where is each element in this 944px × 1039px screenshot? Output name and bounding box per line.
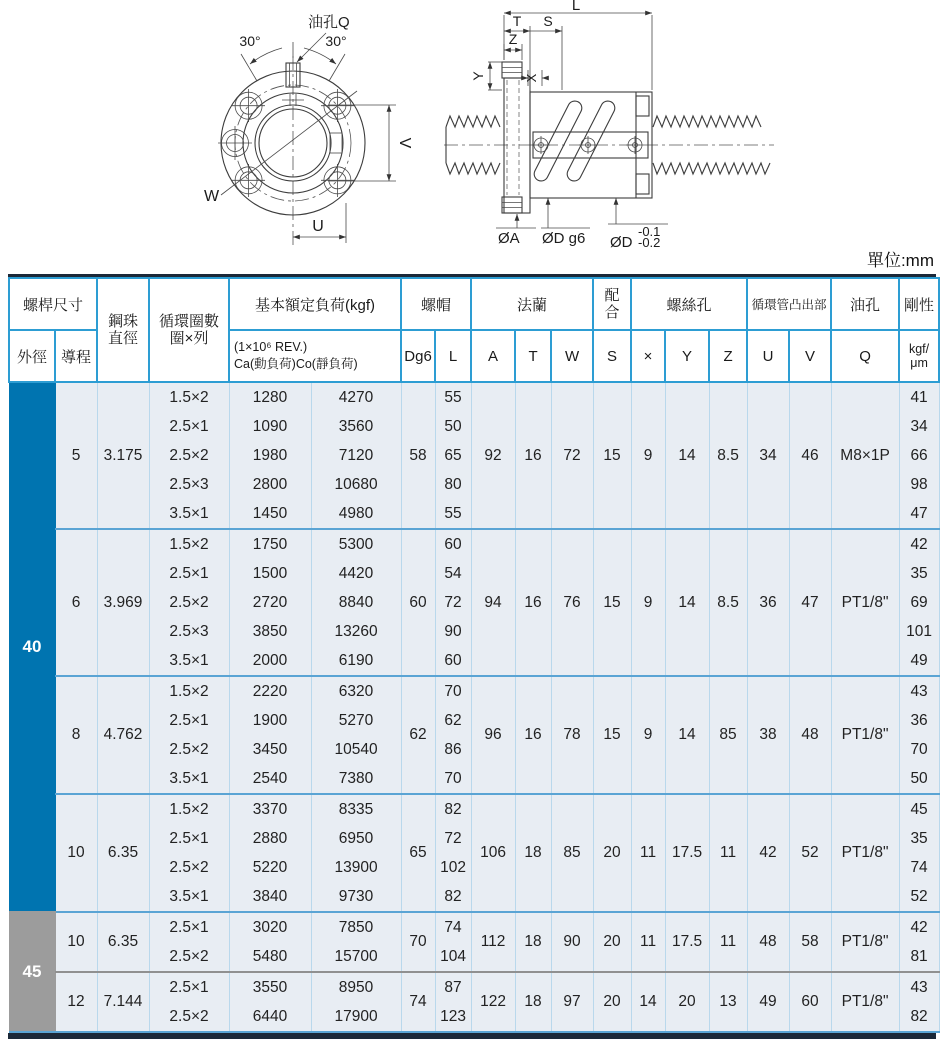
circuit-cell: 3.5×1 bbox=[149, 646, 229, 676]
static-load-cell: 3560 bbox=[311, 412, 401, 441]
nut-length-cell: 70 bbox=[435, 764, 471, 794]
spec-table bbox=[8, 277, 940, 1033]
u-cell: 42 bbox=[747, 794, 789, 912]
circuit-cell: 2.5×2 bbox=[149, 942, 229, 972]
dynamic-load-cell: 3450 bbox=[229, 735, 311, 764]
table-row bbox=[9, 529, 939, 559]
lead-cell: 8 bbox=[55, 676, 97, 794]
dim-angle-left-label: 30° bbox=[239, 33, 261, 49]
w-cell: 72 bbox=[551, 382, 593, 529]
q-cell: PT1/8" bbox=[831, 912, 899, 972]
w-cell: 90 bbox=[551, 912, 593, 972]
dynamic-load-cell: 3370 bbox=[229, 794, 311, 824]
header-v: V bbox=[789, 330, 831, 382]
ball-dia-cell: 3.969 bbox=[97, 529, 149, 676]
t-cell: 16 bbox=[515, 382, 551, 529]
u-cell: 48 bbox=[747, 912, 789, 972]
nut-length-cell: 72 bbox=[435, 824, 471, 853]
header-nut-l: L bbox=[435, 330, 471, 382]
static-load-cell: 6190 bbox=[311, 646, 401, 676]
nut-length-cell: 65 bbox=[435, 441, 471, 470]
a-cell: 96 bbox=[471, 676, 515, 794]
u-cell: 49 bbox=[747, 972, 789, 1032]
circuit-cell: 2.5×1 bbox=[149, 912, 229, 942]
x-cell: 11 bbox=[631, 794, 665, 912]
static-load-cell: 10540 bbox=[311, 735, 401, 764]
table-row bbox=[9, 972, 939, 1002]
circuit-cell: 2.5×2 bbox=[149, 588, 229, 617]
dim-z-label: Z bbox=[508, 31, 518, 47]
static-load-cell: 7850 bbox=[311, 912, 401, 942]
nut-length-cell: 70 bbox=[435, 676, 471, 706]
static-load-cell: 8950 bbox=[311, 972, 401, 1002]
table-row bbox=[9, 382, 939, 412]
dynamic-load-cell: 1500 bbox=[229, 559, 311, 588]
nut-length-cell: 60 bbox=[435, 529, 471, 559]
z-cell: 85 bbox=[709, 676, 747, 794]
q-cell: PT1/8" bbox=[831, 972, 899, 1032]
dynamic-load-cell: 2000 bbox=[229, 646, 311, 676]
nut-length-cell: 90 bbox=[435, 617, 471, 646]
header-z: Z bbox=[709, 330, 747, 382]
t-cell: 18 bbox=[515, 972, 551, 1032]
header-rigidity-unit: kgf/ μm bbox=[899, 330, 939, 382]
header-nut: 螺帽 bbox=[401, 278, 471, 330]
a-cell: 112 bbox=[471, 912, 515, 972]
static-load-cell: 15700 bbox=[311, 942, 401, 972]
header-dg6: Dg6 bbox=[401, 330, 435, 382]
spec-table-container bbox=[8, 274, 936, 1039]
circuit-cell: 1.5×2 bbox=[149, 794, 229, 824]
lead-cell: 12 bbox=[55, 972, 97, 1032]
v-cell: 60 bbox=[789, 972, 831, 1032]
dynamic-load-cell: 3840 bbox=[229, 882, 311, 912]
static-load-cell: 5300 bbox=[311, 529, 401, 559]
header-oil-hole: 油孔 bbox=[831, 278, 899, 330]
dynamic-load-cell: 5480 bbox=[229, 942, 311, 972]
circuit-cell: 2.5×2 bbox=[149, 735, 229, 764]
dynamic-load-cell: 5220 bbox=[229, 853, 311, 882]
nut-body bbox=[530, 92, 652, 198]
nut-length-cell: 87 bbox=[435, 972, 471, 1002]
dim-u-label: U bbox=[312, 218, 324, 235]
y-cell: 20 bbox=[665, 972, 709, 1032]
header-load-sub: (1×10⁶ REV.) Ca(動負荷)Co(靜負荷) bbox=[229, 330, 401, 382]
circuit-cell: 2.5×1 bbox=[149, 559, 229, 588]
a-cell: 94 bbox=[471, 529, 515, 676]
rigidity-cell: 36 bbox=[899, 706, 939, 735]
a-cell: 106 bbox=[471, 794, 515, 912]
header-screw-holes: 螺絲孔 bbox=[631, 278, 747, 330]
flange-front-view-drawing bbox=[178, 0, 440, 250]
circuit-cell: 2.5×2 bbox=[149, 853, 229, 882]
nut-length-cell: 80 bbox=[435, 470, 471, 499]
ball-dia-cell: 4.762 bbox=[97, 676, 149, 794]
nut-length-cell: 55 bbox=[435, 382, 471, 412]
a-cell: 92 bbox=[471, 382, 515, 529]
rigidity-cell: 35 bbox=[899, 559, 939, 588]
dynamic-load-cell: 2880 bbox=[229, 824, 311, 853]
lead-cell: 5 bbox=[55, 382, 97, 529]
lead-cell: 6 bbox=[55, 529, 97, 676]
circuit-cell: 3.5×1 bbox=[149, 499, 229, 529]
nut-length-cell: 62 bbox=[435, 706, 471, 735]
static-load-cell: 4980 bbox=[311, 499, 401, 529]
v-cell: 52 bbox=[789, 794, 831, 912]
static-load-cell: 8840 bbox=[311, 588, 401, 617]
header-w: W bbox=[551, 330, 593, 382]
rigidity-cell: 47 bbox=[899, 499, 939, 529]
table-bottom-bar bbox=[8, 1033, 936, 1039]
nut-length-cell: 102 bbox=[435, 853, 471, 882]
t-cell: 18 bbox=[515, 794, 551, 912]
rigidity-cell: 35 bbox=[899, 824, 939, 853]
static-load-cell: 6950 bbox=[311, 824, 401, 853]
ball-dia-cell: 3.175 bbox=[97, 382, 149, 529]
circuit-cell: 1.5×2 bbox=[149, 382, 229, 412]
dia-a-label: ØA bbox=[498, 230, 520, 247]
dg6-cell: 74 bbox=[401, 972, 435, 1032]
rigidity-cell: 52 bbox=[899, 882, 939, 912]
nut-length-cell: 86 bbox=[435, 735, 471, 764]
circuit-cell: 2.5×1 bbox=[149, 412, 229, 441]
s-cell: 20 bbox=[593, 972, 631, 1032]
static-load-cell: 7380 bbox=[311, 764, 401, 794]
y-cell: 17.5 bbox=[665, 794, 709, 912]
w-cell: 85 bbox=[551, 794, 593, 912]
table-row bbox=[9, 912, 939, 942]
dg6-cell: 62 bbox=[401, 676, 435, 794]
header-flange: 法蘭 bbox=[471, 278, 593, 330]
v-cell: 46 bbox=[789, 382, 831, 529]
x-cell: 11 bbox=[631, 912, 665, 972]
flange-section bbox=[502, 62, 530, 213]
dynamic-load-cell: 1900 bbox=[229, 706, 311, 735]
rigidity-cell: 45 bbox=[899, 794, 939, 824]
dynamic-load-cell: 2540 bbox=[229, 764, 311, 794]
rigidity-cell: 42 bbox=[899, 529, 939, 559]
rigidity-cell: 34 bbox=[899, 412, 939, 441]
y-cell: 17.5 bbox=[665, 912, 709, 972]
table-header bbox=[9, 278, 939, 382]
x-cell: 9 bbox=[631, 382, 665, 529]
circuit-cell: 2.5×3 bbox=[149, 617, 229, 646]
static-load-cell: 8335 bbox=[311, 794, 401, 824]
w-cell: 97 bbox=[551, 972, 593, 1032]
rigidity-cell: 81 bbox=[899, 942, 939, 972]
static-load-cell: 13260 bbox=[311, 617, 401, 646]
t-cell: 16 bbox=[515, 529, 551, 676]
dynamic-load-cell: 1280 bbox=[229, 382, 311, 412]
rigidity-cell: 49 bbox=[899, 646, 939, 676]
static-load-cell: 4270 bbox=[311, 382, 401, 412]
ball-dia-cell: 7.144 bbox=[97, 972, 149, 1032]
v-cell: 48 bbox=[789, 676, 831, 794]
z-cell: 11 bbox=[709, 912, 747, 972]
rigidity-cell: 70 bbox=[899, 735, 939, 764]
rigidity-cell: 101 bbox=[899, 617, 939, 646]
dg6-cell: 65 bbox=[401, 794, 435, 912]
dynamic-load-cell: 3850 bbox=[229, 617, 311, 646]
circuit-cell: 2.5×3 bbox=[149, 470, 229, 499]
header-s: S bbox=[593, 330, 631, 382]
nut-length-cell: 82 bbox=[435, 794, 471, 824]
rigidity-cell: 42 bbox=[899, 912, 939, 942]
z-cell: 11 bbox=[709, 794, 747, 912]
static-load-cell: 10680 bbox=[311, 470, 401, 499]
v-cell: 58 bbox=[789, 912, 831, 972]
dim-y-label: Y bbox=[470, 71, 486, 81]
circuit-cell: 3.5×1 bbox=[149, 764, 229, 794]
unit-label: 單位:mm bbox=[866, 251, 934, 270]
circuit-cell: 2.5×1 bbox=[149, 706, 229, 735]
rigidity-cell: 69 bbox=[899, 588, 939, 617]
x-cell: 14 bbox=[631, 972, 665, 1032]
dynamic-load-cell: 6440 bbox=[229, 1002, 311, 1032]
lead-cell: 10 bbox=[55, 912, 97, 972]
dynamic-load-cell: 1750 bbox=[229, 529, 311, 559]
rigidity-cell: 74 bbox=[899, 853, 939, 882]
a-cell: 122 bbox=[471, 972, 515, 1032]
rigidity-cell: 41 bbox=[899, 382, 939, 412]
q-cell: PT1/8" bbox=[831, 529, 899, 676]
header-x: × bbox=[631, 330, 665, 382]
static-load-cell: 6320 bbox=[311, 676, 401, 706]
dia-d-tol-lower: -0.2 bbox=[638, 235, 661, 250]
nut-length-cell: 50 bbox=[435, 412, 471, 441]
y-cell: 14 bbox=[665, 529, 709, 676]
header-q: Q bbox=[831, 330, 899, 382]
nut-length-cell: 72 bbox=[435, 588, 471, 617]
header-load: 基本額定負荷(kgf) bbox=[229, 278, 401, 330]
static-load-cell: 5270 bbox=[311, 706, 401, 735]
q-cell: PT1/8" bbox=[831, 676, 899, 794]
dynamic-load-cell: 2220 bbox=[229, 676, 311, 706]
w-cell: 78 bbox=[551, 676, 593, 794]
header-tube-protrusion: 循環管凸出部 bbox=[747, 278, 831, 330]
z-cell: 13 bbox=[709, 972, 747, 1032]
dim-s-label: S bbox=[543, 13, 553, 29]
u-cell: 34 bbox=[747, 382, 789, 529]
nut-length-cell: 54 bbox=[435, 559, 471, 588]
circuit-cell: 2.5×2 bbox=[149, 1002, 229, 1032]
rigidity-cell: 66 bbox=[899, 441, 939, 470]
header-ball-dia: 鋼珠 直徑 bbox=[97, 278, 149, 382]
v-cell: 47 bbox=[789, 529, 831, 676]
w-cell: 76 bbox=[551, 529, 593, 676]
lead-cell: 10 bbox=[55, 794, 97, 912]
spec-table-body bbox=[9, 382, 939, 1032]
header-rigidity: 剛性 bbox=[899, 278, 939, 330]
dim-l-label: L bbox=[571, 0, 581, 14]
t-cell: 16 bbox=[515, 676, 551, 794]
y-cell: 14 bbox=[665, 382, 709, 529]
header-t: T bbox=[515, 330, 551, 382]
dynamic-load-cell: 1450 bbox=[229, 499, 311, 529]
header-u: U bbox=[747, 330, 789, 382]
nut-length-cell: 60 bbox=[435, 646, 471, 676]
table-row bbox=[9, 794, 939, 824]
nut-length-cell: 104 bbox=[435, 942, 471, 972]
dim-w-label: W bbox=[204, 188, 220, 205]
z-cell: 8.5 bbox=[709, 382, 747, 529]
nut-length-cell: 74 bbox=[435, 912, 471, 942]
q-cell: M8×1P bbox=[831, 382, 899, 529]
s-cell: 15 bbox=[593, 676, 631, 794]
s-cell: 20 bbox=[593, 794, 631, 912]
nut-length-cell: 55 bbox=[435, 499, 471, 529]
rigidity-cell: 50 bbox=[899, 764, 939, 794]
dim-angle-right-label: 30° bbox=[325, 33, 347, 49]
static-load-cell: 9730 bbox=[311, 882, 401, 912]
nut-side-view-drawing bbox=[438, 0, 780, 250]
header-y: Y bbox=[665, 330, 709, 382]
header-a: A bbox=[471, 330, 515, 382]
table-row bbox=[9, 676, 939, 706]
dg6-cell: 60 bbox=[401, 529, 435, 676]
dim-t-label: T bbox=[512, 13, 522, 29]
x-cell: 9 bbox=[631, 529, 665, 676]
header-outer-dia: 外徑 bbox=[9, 330, 55, 382]
t-cell: 18 bbox=[515, 912, 551, 972]
dynamic-load-cell: 3550 bbox=[229, 972, 311, 1002]
circuit-cell: 3.5×1 bbox=[149, 882, 229, 912]
dynamic-load-cell: 2720 bbox=[229, 588, 311, 617]
static-load-cell: 13900 bbox=[311, 853, 401, 882]
y-cell: 14 bbox=[665, 676, 709, 794]
rigidity-cell: 82 bbox=[899, 1002, 939, 1032]
nut-length-cell: 82 bbox=[435, 882, 471, 912]
s-cell: 20 bbox=[593, 912, 631, 972]
circuit-cell: 2.5×2 bbox=[149, 441, 229, 470]
s-cell: 15 bbox=[593, 382, 631, 529]
circuit-cell: 2.5×1 bbox=[149, 972, 229, 1002]
dg6-cell: 70 bbox=[401, 912, 435, 972]
dim-v-label: V bbox=[396, 137, 413, 149]
z-cell: 8.5 bbox=[709, 529, 747, 676]
circuit-cell: 1.5×2 bbox=[149, 676, 229, 706]
circuit-cell: 1.5×2 bbox=[149, 529, 229, 559]
header-circuits: 循環圈數 圈×列 bbox=[149, 278, 229, 382]
s-cell: 15 bbox=[593, 529, 631, 676]
header-lead: 導程 bbox=[55, 330, 97, 382]
x-cell: 9 bbox=[631, 676, 665, 794]
dim-x-label: X bbox=[524, 73, 539, 83]
static-load-cell: 17900 bbox=[311, 1002, 401, 1032]
dynamic-load-cell: 2800 bbox=[229, 470, 311, 499]
header-screw-size: 螺桿尺寸 bbox=[9, 278, 97, 330]
outer-dia-cell: 40 bbox=[9, 382, 55, 912]
dia-d-tol-upper: -0.1 bbox=[638, 224, 661, 239]
dia-d-label: ØD bbox=[610, 234, 633, 250]
u-cell: 38 bbox=[747, 676, 789, 794]
ball-dia-cell: 6.35 bbox=[97, 794, 149, 912]
header-fit: 配 合 bbox=[593, 278, 631, 330]
circuit-cell: 2.5×1 bbox=[149, 824, 229, 853]
ball-dia-cell: 6.35 bbox=[97, 912, 149, 972]
dia-d-g6-label: ØD g6 bbox=[542, 230, 586, 247]
dg6-cell: 58 bbox=[401, 382, 435, 529]
nut-length-cell: 123 bbox=[435, 1002, 471, 1032]
static-load-cell: 7120 bbox=[311, 441, 401, 470]
u-cell: 36 bbox=[747, 529, 789, 676]
q-cell: PT1/8" bbox=[831, 794, 899, 912]
rigidity-cell: 43 bbox=[899, 972, 939, 1002]
rigidity-cell: 98 bbox=[899, 470, 939, 499]
outer-dia-cell: 45 bbox=[9, 912, 55, 1032]
rigidity-cell: 43 bbox=[899, 676, 939, 706]
oil-hole-label: 油孔Q bbox=[308, 14, 350, 31]
dynamic-load-cell: 1090 bbox=[229, 412, 311, 441]
dynamic-load-cell: 3020 bbox=[229, 912, 311, 942]
dynamic-load-cell: 1980 bbox=[229, 441, 311, 470]
technical-drawings bbox=[0, 0, 944, 250]
static-load-cell: 4420 bbox=[311, 559, 401, 588]
